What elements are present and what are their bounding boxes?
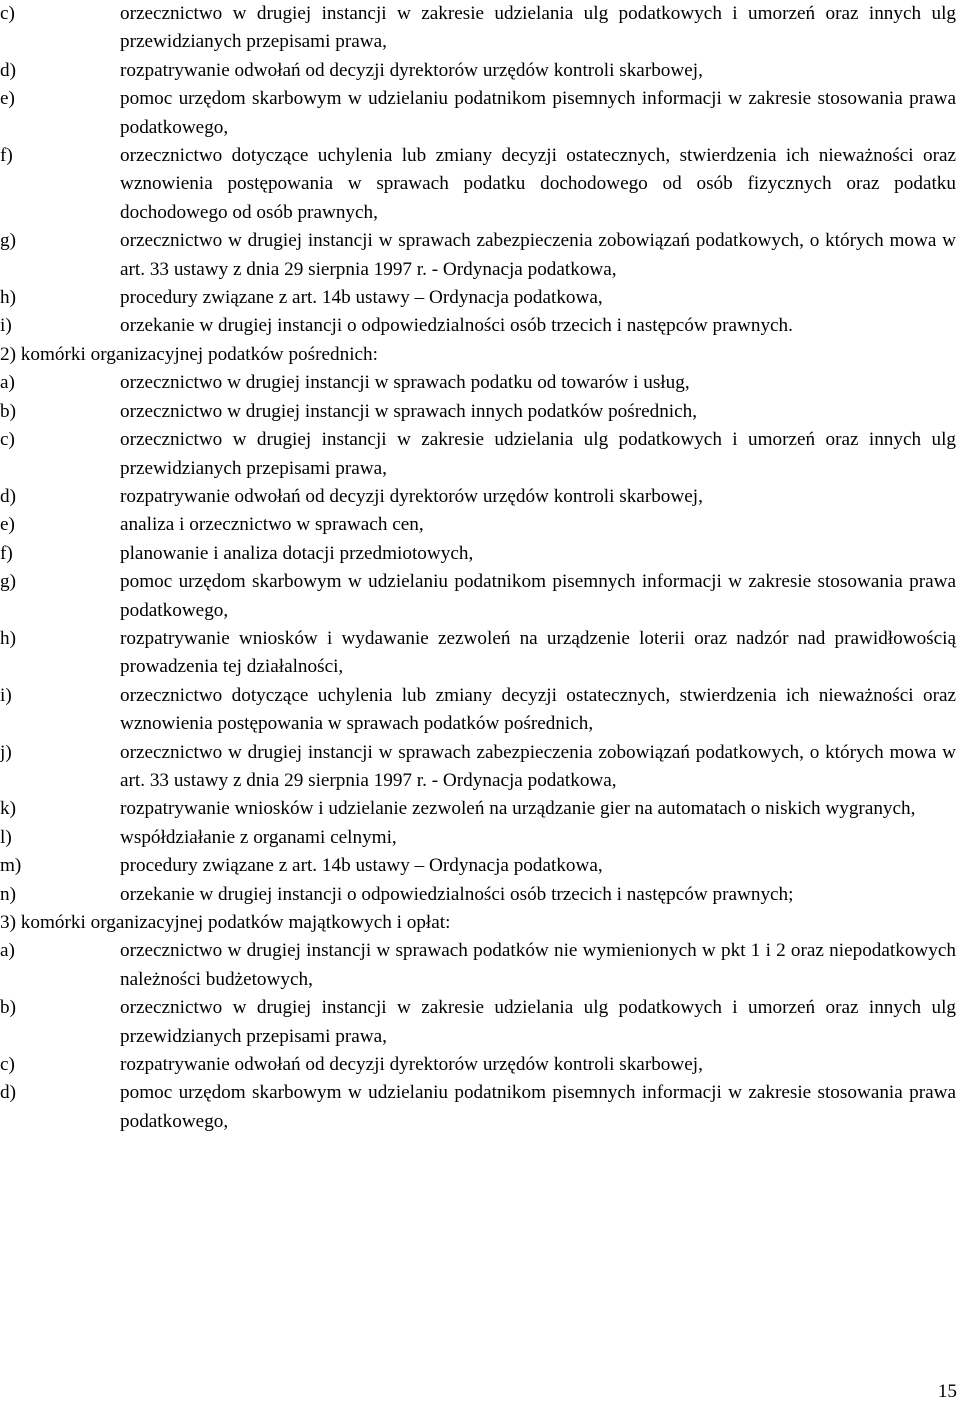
section-3	[0, 909, 960, 1136]
item-label: l)	[0, 826, 12, 848]
list-item	[0, 540, 960, 568]
item-label: h)	[0, 287, 16, 309]
list-item	[0, 398, 960, 426]
list-item	[0, 312, 960, 340]
list-item	[0, 227, 960, 284]
item-text: orzecznictwo w drugiej instancji w sprawach podatków nie wymienionych w pkt 1 i 2 oraz niepodatkowych należności budżetowych,	[120, 940, 956, 990]
item-label: a)	[0, 940, 15, 962]
item-text: rozpatrywanie odwołań od decyzji dyrektorów urzędów kontroli skarbowej,	[120, 59, 703, 81]
item-text: orzekanie w drugiej instancji o odpowiedzialności osób trzecich i następców prawnych.	[120, 315, 793, 337]
list-item	[0, 1079, 960, 1136]
list-item	[0, 795, 960, 823]
list-item	[0, 881, 960, 909]
item-label: c)	[0, 1054, 15, 1076]
item-label: k)	[0, 798, 16, 820]
item-text: procedury związane z art. 14b ustawy – Ordynacja podatkowa,	[120, 287, 603, 309]
list-item	[0, 284, 960, 312]
item-label: f)	[0, 145, 13, 167]
item-text: orzecznictwo dotyczące uchylenia lub zmiany decyzji ostatecznych, stwierdzenia ich nieważności oraz wznowienia postępowania w sprawach podatków pośrednich,	[120, 684, 956, 735]
item-label: c)	[0, 429, 15, 451]
list-item	[0, 739, 960, 796]
item-label: c)	[0, 3, 15, 24]
item-text: współdziałanie z organami celnymi,	[120, 826, 397, 848]
item-label: g)	[0, 571, 16, 593]
item-label: d)	[0, 1082, 16, 1104]
item-label: b)	[0, 997, 16, 1019]
item-text: pomoc urzędom skarbowym w udzielaniu podatnikom pisemnych informacji w zakresie stosowania prawa podatkowego,	[120, 88, 956, 138]
item-label: g)	[0, 230, 16, 252]
item-label: h)	[0, 627, 16, 649]
item-label: d)	[0, 59, 16, 81]
list-item	[0, 682, 960, 739]
list-item	[0, 511, 960, 539]
list-item	[0, 1051, 960, 1079]
item-text: orzecznictwo w drugiej instancji w sprawach innych podatków pośrednich,	[120, 400, 698, 422]
item-text: rozpatrywanie odwołań od decyzji dyrektorów urzędów kontroli skarbowej,	[120, 485, 703, 507]
list-item	[0, 369, 960, 397]
list-item	[0, 57, 960, 85]
list-item	[0, 852, 960, 880]
item-label: b)	[0, 400, 16, 422]
item-label: j)	[0, 741, 12, 763]
section-number: 3)	[0, 912, 16, 933]
item-text: pomoc urzędom skarbowym w udzielaniu podatnikom pisemnych informacji w zakresie stosowania prawa podatkowego,	[120, 571, 956, 621]
item-text: planowanie i analiza dotacji przedmiotowych,	[120, 542, 474, 564]
item-text: orzecznictwo w drugiej instancji w zakresie udzielania ulg podatkowych i umorzeń oraz innych ulg przewidzianych przepisami prawa,	[120, 997, 956, 1047]
list-item	[0, 568, 960, 625]
section-1-continued	[0, 0, 960, 341]
item-text: rozpatrywanie odwołań od decyzji dyrektorów urzędów kontroli skarbowej,	[120, 1054, 703, 1076]
item-text: orzecznictwo w drugiej instancji w sprawach zabezpieczenia zobowiązań podatkowych, o których mowa w art. 33 ustawy z dnia 29 sierpnia 1997 r. - Ordynacja podatkowa,	[120, 741, 956, 791]
item-label: i)	[0, 315, 12, 337]
section-title: komórki organizacyjnej podatków majątkowych i opłat:	[20, 912, 451, 933]
item-text: analiza i orzecznictwo w sprawach cen,	[120, 514, 424, 536]
item-label: n)	[0, 883, 16, 905]
item-text: rozpatrywanie wniosków i udzielanie zezwoleń na urządzanie gier na automatach o niskich wygranych,	[120, 798, 916, 820]
section-title: komórki organizacyjnej podatków pośrednich:	[20, 343, 378, 365]
section-heading	[0, 341, 960, 369]
item-label: e)	[0, 88, 15, 110]
section-number: 2)	[0, 343, 16, 365]
item-label: d)	[0, 485, 16, 507]
list-item	[0, 937, 960, 994]
item-label: e)	[0, 514, 15, 536]
item-text: pomoc urzędom skarbowym w udzielaniu podatnikom pisemnych informacji w zakresie stosowania prawa podatkowego,	[120, 1082, 956, 1132]
list-item	[0, 994, 960, 1051]
list-item	[0, 0, 960, 57]
item-label: a)	[0, 372, 15, 394]
item-text: orzecznictwo w drugiej instancji w zakresie udzielania ulg podatkowych i umorzeń oraz innych ulg przewidzianych przepisami prawa,	[120, 3, 956, 53]
list-item	[0, 142, 960, 227]
item-label: m)	[0, 855, 22, 877]
list-item	[0, 85, 960, 142]
item-label: i)	[0, 684, 12, 706]
item-text: orzecznictwo w drugiej instancji w zakresie udzielania ulg podatkowych i umorzeń oraz innych ulg przewidzianych przepisami prawa,	[120, 429, 956, 479]
list-item	[0, 426, 960, 483]
item-text: orzecznictwo w drugiej instancji w sprawach podatku od towarów i usług,	[120, 372, 690, 394]
item-text: procedury związane z art. 14b ustawy – Ordynacja podatkowa,	[120, 855, 603, 877]
list-item	[0, 625, 960, 682]
item-text: orzekanie w drugiej instancji o odpowiedzialności osób trzecich i następców prawnych;	[120, 883, 794, 905]
item-text: orzecznictwo w drugiej instancji w sprawach zabezpieczenia zobowiązań podatkowych, o których mowa w art. 33 ustawy z dnia 29 sierpnia 1997 r. - Ordynacja podatkowa,	[120, 230, 956, 280]
page-number: 15	[937, 1381, 957, 1402]
list-item	[0, 824, 960, 852]
section-heading	[0, 909, 960, 937]
item-label: f)	[0, 542, 13, 564]
item-text: rozpatrywanie wniosków i wydawanie zezwoleń na urządzenie loterii oraz nadzór nad prawidłowością prowadzenia tej działalności,	[120, 627, 956, 678]
item-text: orzecznictwo dotyczące uchylenia lub zmiany decyzji ostatecznych, stwierdzenia ich nieważności oraz wznowienia postępowania w sprawach podatku dochodowego od osób fizycznych oraz podatku dochodowego od osób prawnych,	[120, 145, 956, 223]
list-item	[0, 483, 960, 511]
section-2	[0, 341, 960, 909]
